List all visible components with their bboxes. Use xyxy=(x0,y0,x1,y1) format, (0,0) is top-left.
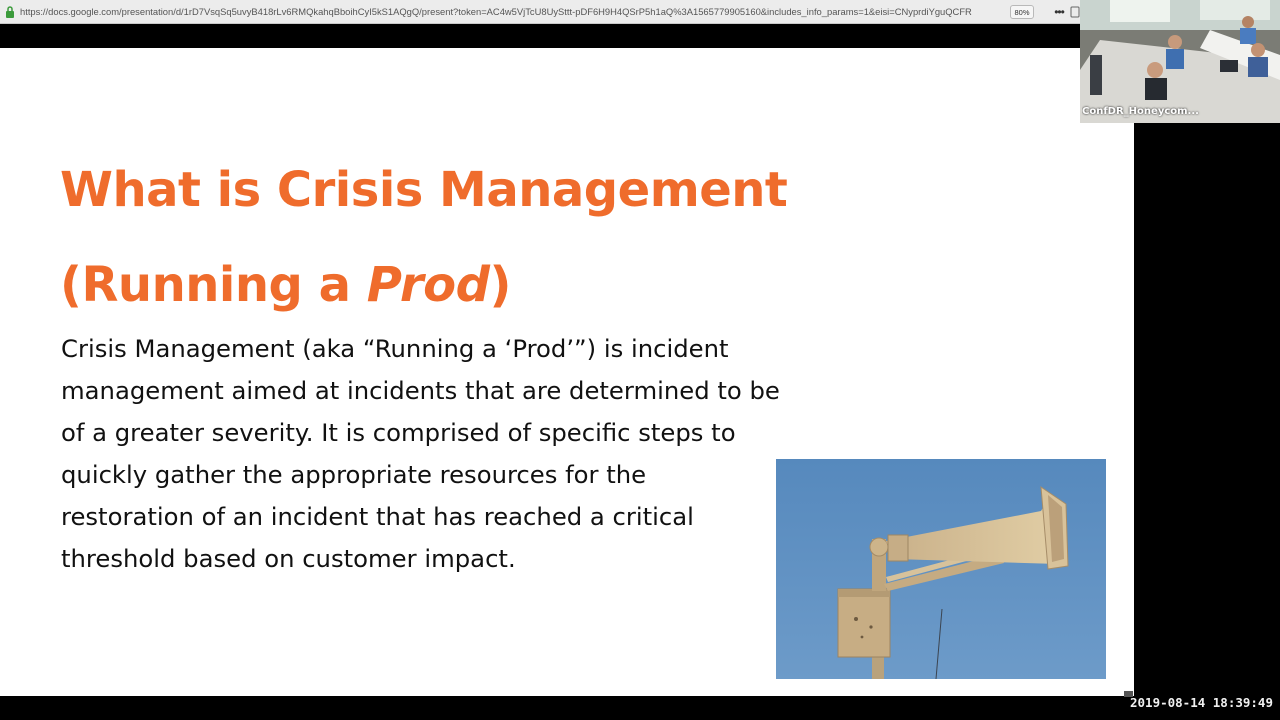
video-timestamp: 2019-08-14 18:39:49 xyxy=(1130,695,1273,710)
title-line-2-suffix: ) xyxy=(489,257,511,313)
title-line-1: What is Crisis Management xyxy=(60,162,788,218)
presentation-slide xyxy=(0,48,1134,696)
body-line: restoration of an incident that has reached a critical xyxy=(61,502,694,531)
body-line: management aimed at incidents that are determined to be xyxy=(61,376,780,405)
browser-address-bar xyxy=(0,0,1080,24)
extension-icon[interactable] xyxy=(1070,4,1080,20)
webcam-label: ConfDR_Honeycom... xyxy=(1082,106,1199,117)
body-line: threshold based on customer impact. xyxy=(61,544,516,573)
more-actions-icon[interactable]: ••• xyxy=(1054,5,1064,19)
url-text[interactable]: https://docs.google.com/presentation/d/1rD7VsqSq5uvyB418rLv6RMQkahqBboihCyI5kS1AQgQ/present?token=AC4w5VjTcU8UySttt-pDF6H9H4QSrP5h1aQ%3A1565779905160&includes_info_params=1&eisi=CNyprdiYguQCFR xyxy=(20,6,972,17)
body-line: of a greater severity. It is comprised of specific steps to xyxy=(61,418,736,447)
title-line-2-prefix: (Running a xyxy=(60,257,367,313)
lock-icon xyxy=(5,5,15,19)
siren-horn-photo xyxy=(776,459,1106,679)
body-line: Crisis Management (aka “Running a ‘Prod’”) is incident xyxy=(61,334,729,363)
zoom-level-badge[interactable]: 80% xyxy=(1010,5,1034,19)
title-line-2-italic: Prod xyxy=(366,257,490,313)
slide-title xyxy=(60,143,860,333)
slide-body-text xyxy=(61,328,801,580)
body-line: quickly gather the appropriate resources for the xyxy=(61,460,647,489)
